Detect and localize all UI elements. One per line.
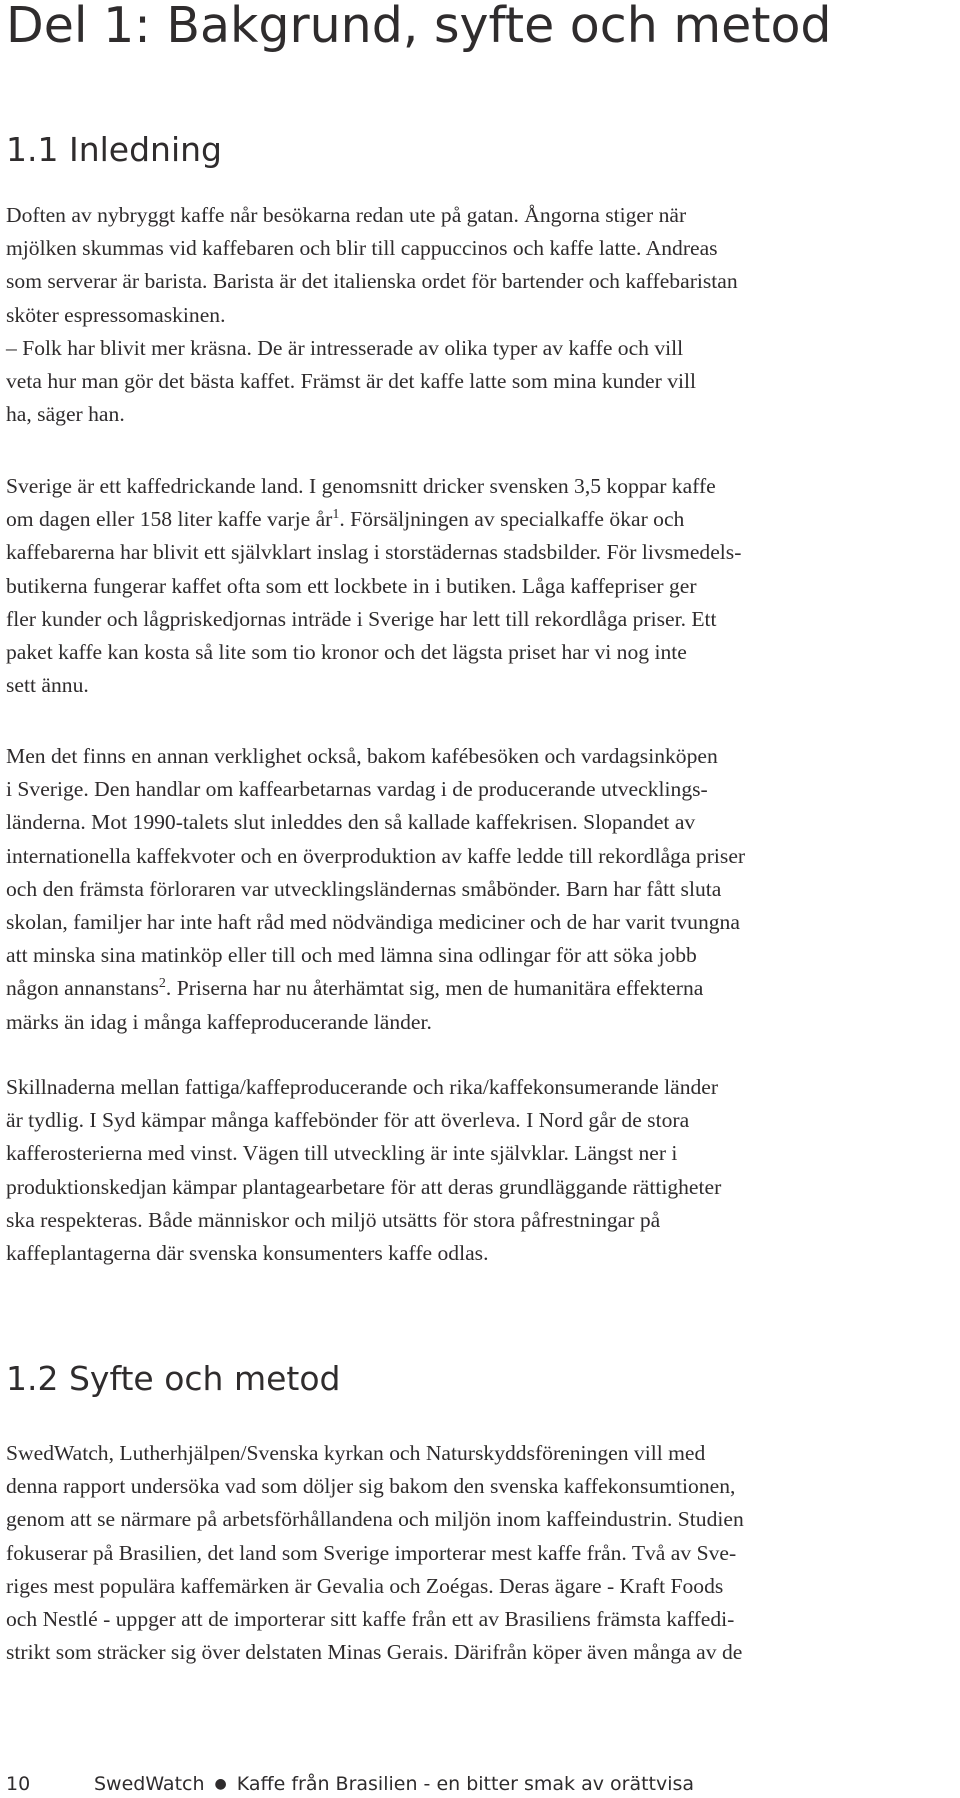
footer-publisher: SwedWatch — [94, 1773, 205, 1795]
text-segment: . Priserna har nu återhämtat sig, men de humanitära effekterna — [165, 976, 704, 1001]
text-line: Skillnaderna mellan fattiga/kaffeproducerande och rika/kaffekonsumerande länder — [6, 1075, 719, 1099]
text-line: sett ännu. — [6, 673, 89, 698]
text-line: mjölken skummas vid kaffebaren och blir till cappuccinos och kaffe latte. Andreas — [6, 236, 718, 261]
paragraph-4 — [6, 1071, 954, 1270]
text-line: veta hur man gör det bästa kaffet. Främst är det kaffe latte som mina kunder vill — [6, 369, 696, 394]
paragraph-2 — [6, 470, 954, 702]
footer-report-title: Kaffe från Brasilien - en bitter smak av orättvisa — [236, 1773, 695, 1795]
text-line: – Folk har blivit mer kräsna. De är intresserade av olika typer av kaffe och vill — [6, 335, 684, 360]
page-number: 10 — [6, 1773, 31, 1795]
text-segment: någon annanstans — [6, 976, 159, 1001]
text-line: Doften av nybryggt kaffe når besökarna redan ute på gatan. Ångorna stiger när — [6, 203, 687, 227]
text-line: kaffebarerna har blivit ett självklart inslag i storstädernas stadsbilder. För livsmedels- — [6, 540, 742, 565]
text-line: i Sverige. Den handlar om kaffearbetarnas vardag i de producerande utvecklings- — [6, 777, 708, 802]
paragraph-3 — [6, 740, 954, 1039]
paragraph-5 — [6, 1437, 954, 1669]
text-line: skolan, familjer har inte haft råd med nödvändiga mediciner och de har varit tvungna — [6, 910, 740, 935]
text-line: och den främsta förloraren var utvecklingsländernas småbönder. Barn har fått sluta — [6, 876, 722, 901]
text-line: som serverar är barista. Barista är det italienska ordet för bartender och kaffebaristan — [6, 269, 738, 294]
text-line: fokuserar på Brasilien, det land som Sverige importerar mest kaffe från. Två av Sve- — [6, 1540, 737, 1565]
bullet-separator-icon: ● — [214, 1776, 227, 1792]
text-line: att minska sina matinköp eller till och med lämna sina odlingar för att söka jobb — [6, 943, 697, 968]
text-segment: . Försäljningen av specialkaffe ökar och — [339, 507, 685, 532]
text-line: produktionskedjan kämpar plantagearbetare för att deras grundläggande rättigheter — [6, 1174, 722, 1199]
text-line: internationella kaffekvoter och en överproduktion av kaffe ledde till rekordlåga priser — [6, 843, 746, 868]
part-title: Del 1: Bakgrund, syfte och metod — [6, 0, 832, 54]
text-line: länderna. Mot 1990-talets slut inleddes den så kallade kaffekrisen. Slopandet av — [6, 810, 696, 835]
footnote-marker: 1 — [332, 507, 340, 523]
footnote-marker: 2 — [158, 976, 166, 992]
text-line: och Nestlé - uppger att de importerar sitt kaffe från ett av Brasiliens främsta kaffedi- — [6, 1607, 735, 1632]
text-line-with-footnote — [6, 503, 954, 536]
text-line: paket kaffe kan kosta så lite som tio kronor och det lägsta priset har vi nog inte — [6, 640, 687, 665]
text-line: denna rapport undersöka vad som döljer sig bakom den svenska kaffekonsumtionen, — [6, 1474, 736, 1499]
text-line: riges mest populära kaffemärken är Gevalia och Zoégas. Deras ägare - Kraft Foods — [6, 1573, 724, 1598]
text-line: fler kunder och lågpriskedjornas inträde i Sverige har lett till rekordlåga priser. Ett — [6, 606, 717, 631]
text-line: är tydlig. I Syd kämpar många kaffebönder för att överleva. I Nord går de stora — [6, 1108, 690, 1133]
text-line: ha, säger han. — [6, 402, 125, 427]
text-line: genom att se närmare på arbetsförhållandena och miljön inom kaffeindustrin. Studien — [6, 1507, 744, 1532]
text-line: kaffeplantagerna där svenska konsumenters kaffe odlas. — [6, 1241, 489, 1266]
text-segment: om dagen eller 158 liter kaffe varje år — [6, 507, 333, 532]
text-line-with-footnote — [6, 972, 954, 1005]
text-line: ska respekteras. Både människor och miljö utsätts för stora påfrestningar på — [6, 1207, 661, 1232]
text-line: strikt som sträcker sig över delstaten Minas Gerais. Därifrån köper även många av de — [6, 1640, 743, 1665]
text-line: kafferosterierna med vinst. Vägen till utveckling är inte självklar. Längst ner i — [6, 1141, 678, 1166]
paragraph-1 — [6, 199, 954, 431]
text-line: Sverige är ett kaffedrickande land. I genomsnitt dricker svensken 3,5 koppar kaffe — [6, 474, 716, 498]
text-line: Men det finns en annan verklighet också, bakom kafébesöken och vardagsinköpen — [6, 744, 718, 768]
text-line: sköter espressomaskinen. — [6, 302, 226, 327]
section-heading-inledning: 1.1 Inledning — [6, 130, 222, 169]
section-heading-syfte-och-metod: 1.2 Syfte och metod — [6, 1359, 341, 1398]
text-line: butikerna fungerar kaffet ofta som ett lockbete in i butiken. Låga kaffepriser ger — [6, 573, 697, 598]
text-line: SwedWatch, Lutherhjälpen/Svenska kyrkan och Naturskyddsföreningen vill med — [6, 1441, 706, 1465]
page-footer — [6, 1772, 694, 1796]
text-line: märks än idag i många kaffeproducerande länder. — [6, 1009, 432, 1034]
